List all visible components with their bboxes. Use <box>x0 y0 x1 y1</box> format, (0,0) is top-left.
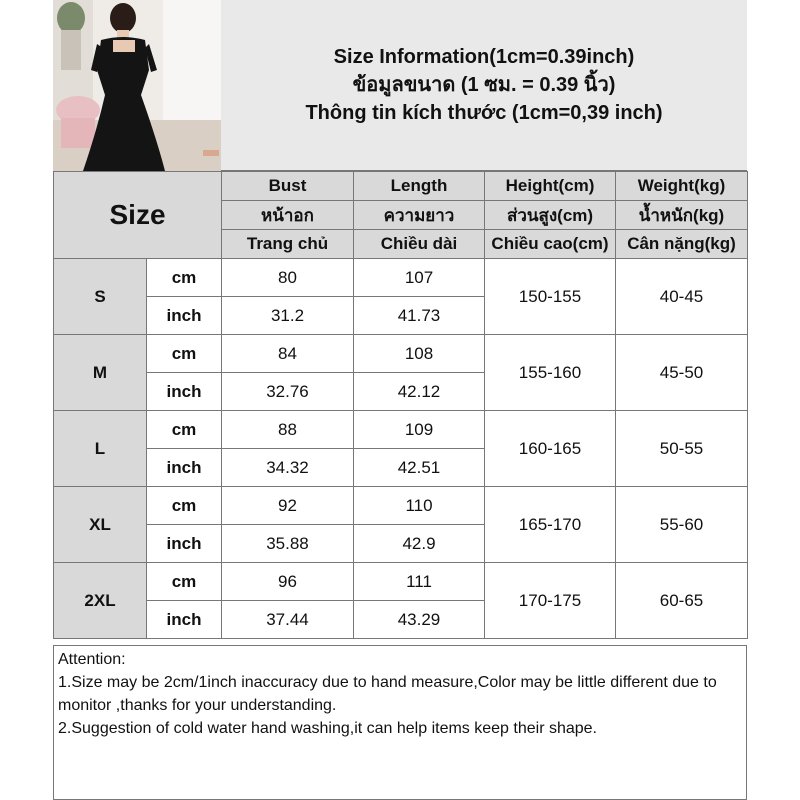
length-cm-value: 108 <box>354 335 485 373</box>
bust-inch-value: 32.76 <box>222 373 354 411</box>
length-cm-value: 110 <box>354 487 485 525</box>
length-header: Length <box>354 172 485 201</box>
unit-cm: cm <box>147 335 222 373</box>
weight-value: 45-50 <box>616 335 748 411</box>
unit-inch: inch <box>147 449 222 487</box>
bust-cm-value: 96 <box>222 563 354 601</box>
attention-heading: Attention: <box>58 651 126 668</box>
weight-value: 40-45 <box>616 259 748 335</box>
length-inch-value: 42.51 <box>354 449 485 487</box>
bust-inch-value: 37.44 <box>222 601 354 639</box>
weight-value: 50-55 <box>616 411 748 487</box>
length-inch-value: 41.73 <box>354 297 485 335</box>
bust-cm-value: 88 <box>222 411 354 449</box>
weight-value: 60-65 <box>616 563 748 639</box>
bust-cm-value: 80 <box>222 259 354 297</box>
length-cm-value: 111 <box>354 563 485 601</box>
length-inch-value: 42.9 <box>354 525 485 563</box>
product-photo-image <box>53 0 221 171</box>
height-value: 150-155 <box>485 259 616 335</box>
unit-inch: inch <box>147 601 222 639</box>
weight-header-vietnamese: Cân nặng(kg) <box>616 230 748 259</box>
attention-note-1: 1.Size may be 2cm/1inch inaccuracy due to hand measure,Color may be little different due to monitor ,thanks for your understanding. <box>58 674 717 714</box>
size-label: M <box>54 335 147 411</box>
height-value: 170-175 <box>485 563 616 639</box>
table-row <box>54 411 748 449</box>
size-label: XL <box>54 487 147 563</box>
weight-value: 55-60 <box>616 487 748 563</box>
height-header-vietnamese: Chiều cao(cm) <box>485 230 616 259</box>
bust-inch-value: 35.88 <box>222 525 354 563</box>
table-row <box>54 259 748 297</box>
unit-cm: cm <box>147 563 222 601</box>
unit-cm: cm <box>147 259 222 297</box>
table-row <box>54 563 748 601</box>
height-header: Height(cm) <box>485 172 616 201</box>
length-cm-value: 107 <box>354 259 485 297</box>
bust-inch-value: 34.32 <box>222 449 354 487</box>
unit-inch: inch <box>147 373 222 411</box>
weight-header: Weight(kg) <box>616 172 748 201</box>
length-header-vietnamese: Chiều dài <box>354 230 485 259</box>
product-photo <box>53 0 222 172</box>
bust-header-vietnamese: Trang chủ <box>222 230 354 259</box>
title-vietnamese: Thông tin kích thước (1cm=0,39 inch) <box>305 102 663 124</box>
size-label: L <box>54 411 147 487</box>
table-row <box>54 487 748 525</box>
weight-header-thai: น้ำหนัก(kg) <box>616 201 748 230</box>
unit-cm: cm <box>147 411 222 449</box>
unit-cm: cm <box>147 487 222 525</box>
length-inch-value: 43.29 <box>354 601 485 639</box>
bust-header: Bust <box>222 172 354 201</box>
bust-header-thai: หน้าอก <box>222 201 354 230</box>
header-row-english <box>54 172 748 201</box>
height-value: 155-160 <box>485 335 616 411</box>
size-chart-table <box>53 171 748 639</box>
attention-note-2: 2.Suggestion of cold water hand washing,it can help items keep their shape. <box>58 720 597 737</box>
length-inch-value: 42.12 <box>354 373 485 411</box>
unit-inch: inch <box>147 525 222 563</box>
bust-cm-value: 84 <box>222 335 354 373</box>
size-information-title <box>221 0 747 171</box>
attention-notes <box>53 645 747 800</box>
length-cm-value: 109 <box>354 411 485 449</box>
title-thai: ข้อมูลขนาด (1 ซม. = 0.39 นิ้ว) <box>352 74 616 96</box>
height-header-thai: ส่วนสูง(cm) <box>485 201 616 230</box>
height-value: 165-170 <box>485 487 616 563</box>
size-column-header: Size <box>54 172 222 259</box>
table-row <box>54 335 748 373</box>
bust-inch-value: 31.2 <box>222 297 354 335</box>
bust-cm-value: 92 <box>222 487 354 525</box>
unit-inch: inch <box>147 297 222 335</box>
title-english: Size Information(1cm=0.39inch) <box>333 46 635 68</box>
size-label: S <box>54 259 147 335</box>
height-value: 160-165 <box>485 411 616 487</box>
length-header-thai: ความยาว <box>354 201 485 230</box>
size-label: 2XL <box>54 563 147 639</box>
